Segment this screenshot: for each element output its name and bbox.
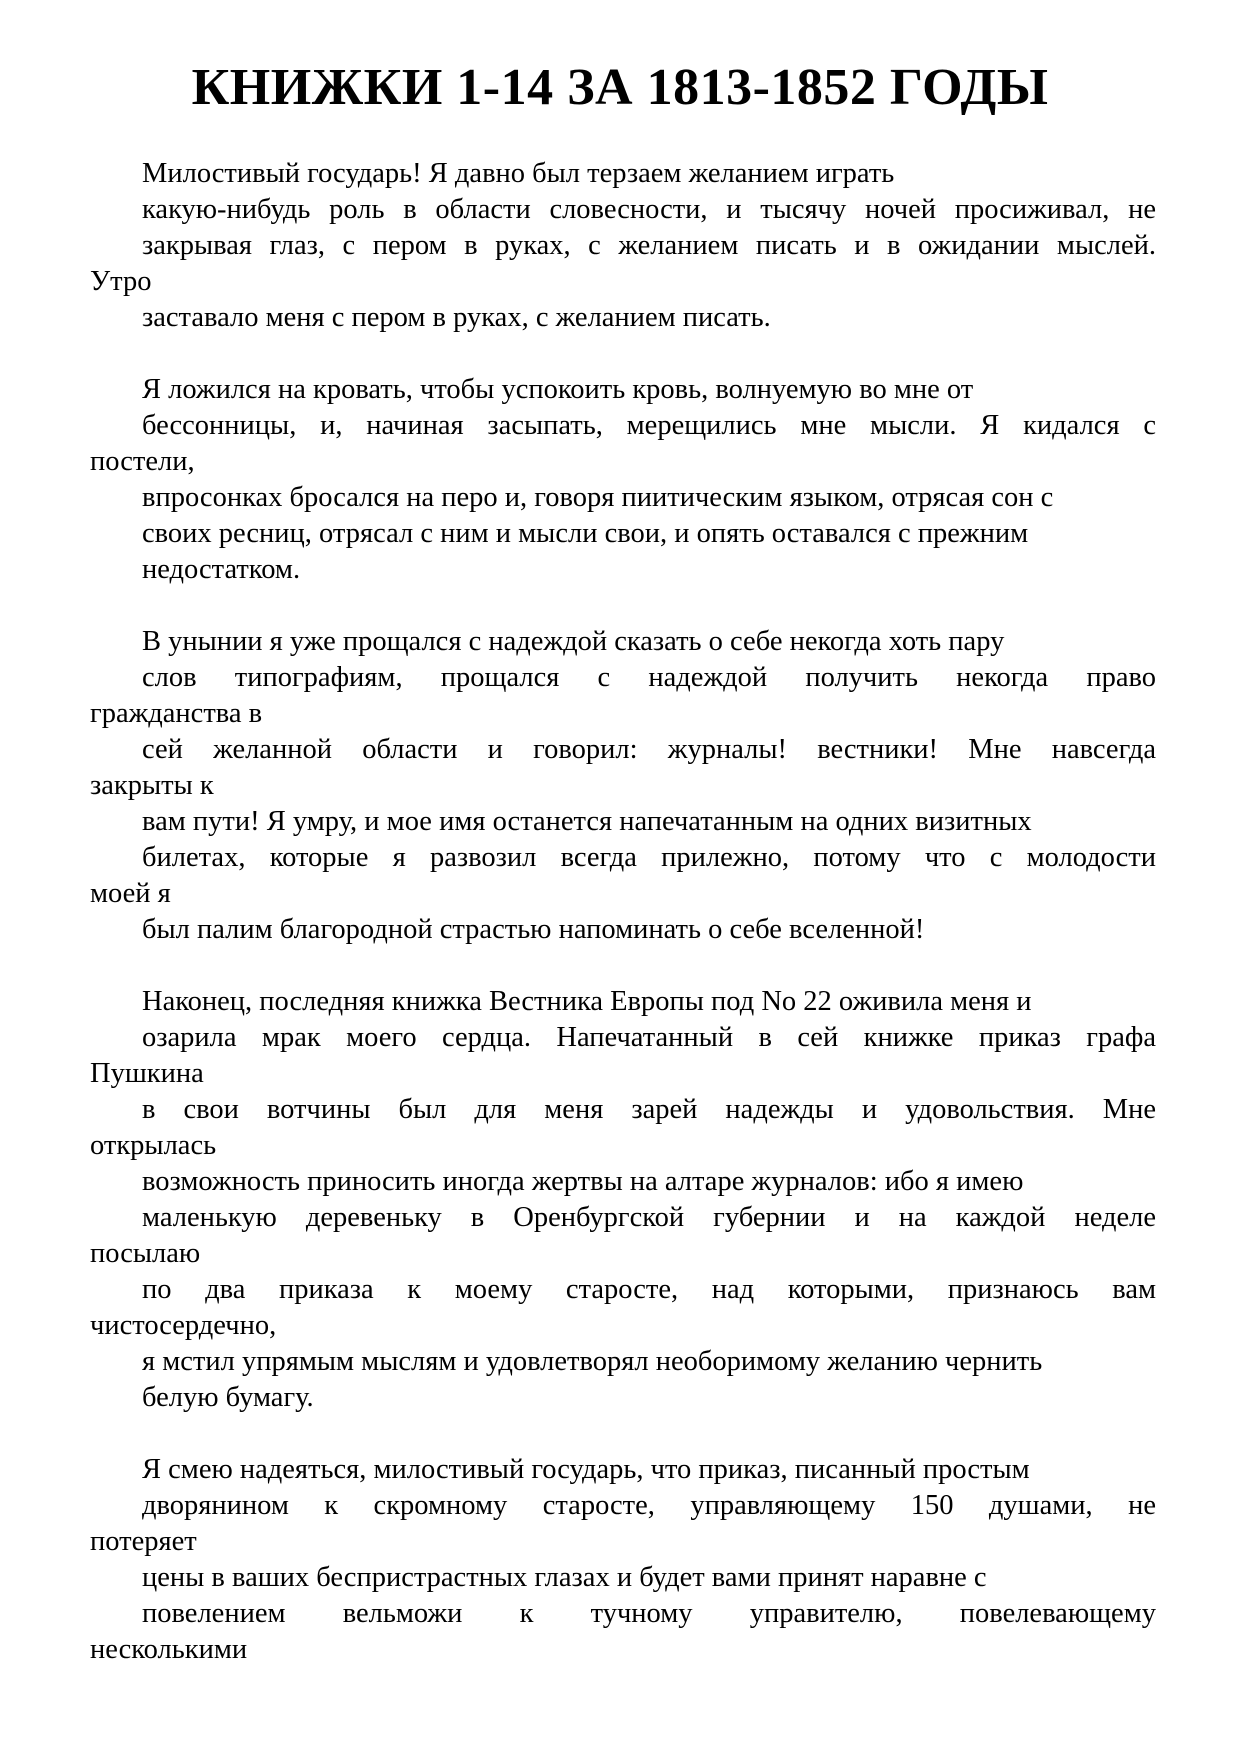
text-line: Я смею надеяться, милостивый государь, что приказ, писанный простым (142, 1454, 1030, 1485)
text-line: по два приказа к моему старосте, над которыми, признаюсь вам (142, 1274, 1156, 1305)
text-line: в свои вотчины был для меня зарей надежды и удовольствия. Мне (142, 1094, 1156, 1125)
text-line: повелением вельможи к тучному управителю, повелевающему (142, 1598, 1156, 1629)
paragraph (90, 624, 1156, 948)
paragraph-gap (90, 948, 1156, 984)
text-line: своих ресниц, отрясал с ним и мысли свои, и опять оставался с прежним (142, 518, 1029, 549)
text-line: чистосердечно, (90, 1310, 277, 1341)
paragraph-gap (90, 588, 1156, 624)
text-line: белую бумагу. (142, 1382, 314, 1413)
text-line: возможность приносить иногда жертвы на алтаре журналов: ибо я имею (142, 1166, 1024, 1197)
text-line: посылаю (90, 1238, 201, 1269)
text-line: бессонницы, и, начиная засыпать, мерещились мне мысли. Я кидался с (142, 410, 1156, 441)
text-line: я мстил упрямым мыслям и удовлетворял необоримому желанию чернить (142, 1346, 1043, 1377)
paragraph (90, 156, 1156, 336)
text-line: впросонках бросался на перо и, говоря пиитическим языком, отрясая сон с (142, 482, 1054, 513)
text-line: Наконец, последняя книжка Вестника Европы под No 22 оживила меня и (142, 986, 1032, 1017)
paragraph (90, 372, 1156, 588)
document-body (90, 156, 1156, 1668)
text-line: гражданства в (90, 698, 263, 729)
text-line: несколькими (90, 1634, 248, 1665)
text-line: моей я (90, 878, 171, 909)
text-line: закрыты к (90, 770, 214, 801)
text-line: был палим благородной страстью напоминать о себе вселенной! (142, 914, 925, 945)
text-line: билетах, которые я развозил всегда прилежно, потому что с молодости (142, 842, 1156, 873)
text-line: какую-нибудь роль в области словесности, и тысячу ночей просиживал, не (142, 194, 1156, 225)
text-line: вам пути! Я умру, и мое имя останется напечатанным на одних визитных (142, 806, 1032, 837)
text-line: цены в ваших беспристрастных глазах и будет вами принят наравне с (142, 1562, 987, 1593)
text-line: Утро (90, 266, 152, 297)
paragraph (90, 984, 1156, 1416)
text-line: маленькую деревеньку в Оренбургской губернии и на каждой неделе (142, 1202, 1156, 1233)
text-line: Я ложился на кровать, чтобы успокоить кровь, волнуемую во мне от (142, 374, 974, 405)
text-line: дворянином к скромному старосте, управляющему 150 душами, не (142, 1490, 1156, 1521)
page-title: КНИЖКИ 1-14 ЗА 1813-1852 ГОДЫ (191, 59, 1049, 116)
paragraph-gap (90, 1416, 1156, 1452)
text-line: слов типографиям, прощался с надеждой получить некогда право (142, 662, 1156, 693)
text-line: сей желанной области и говорил: журналы! вестники! Мне навсегда (142, 734, 1156, 765)
text-line: Милостивый государь! Я давно был терзаем желанием играть (142, 158, 895, 189)
text-line: закрывая глаз, с пером в руках, с желанием писать и в ожидании мыслей. (142, 230, 1156, 261)
text-line: В унынии я уже прощался с надеждой сказать о себе некогда хоть пару (142, 626, 1005, 657)
text-line: потеряет (90, 1526, 197, 1557)
paragraph (90, 1452, 1156, 1668)
text-line: заставало меня с пером в руках, с желанием писать. (142, 302, 771, 333)
text-line: недостатком. (142, 554, 301, 585)
text-line: Пушкина (90, 1058, 204, 1089)
text-line: озарила мрак моего сердца. Напечатанный в сей книжке приказ графа (142, 1022, 1156, 1053)
paragraph-gap (90, 336, 1156, 372)
text-line: постели, (90, 446, 195, 477)
text-line: открылась (90, 1130, 217, 1161)
